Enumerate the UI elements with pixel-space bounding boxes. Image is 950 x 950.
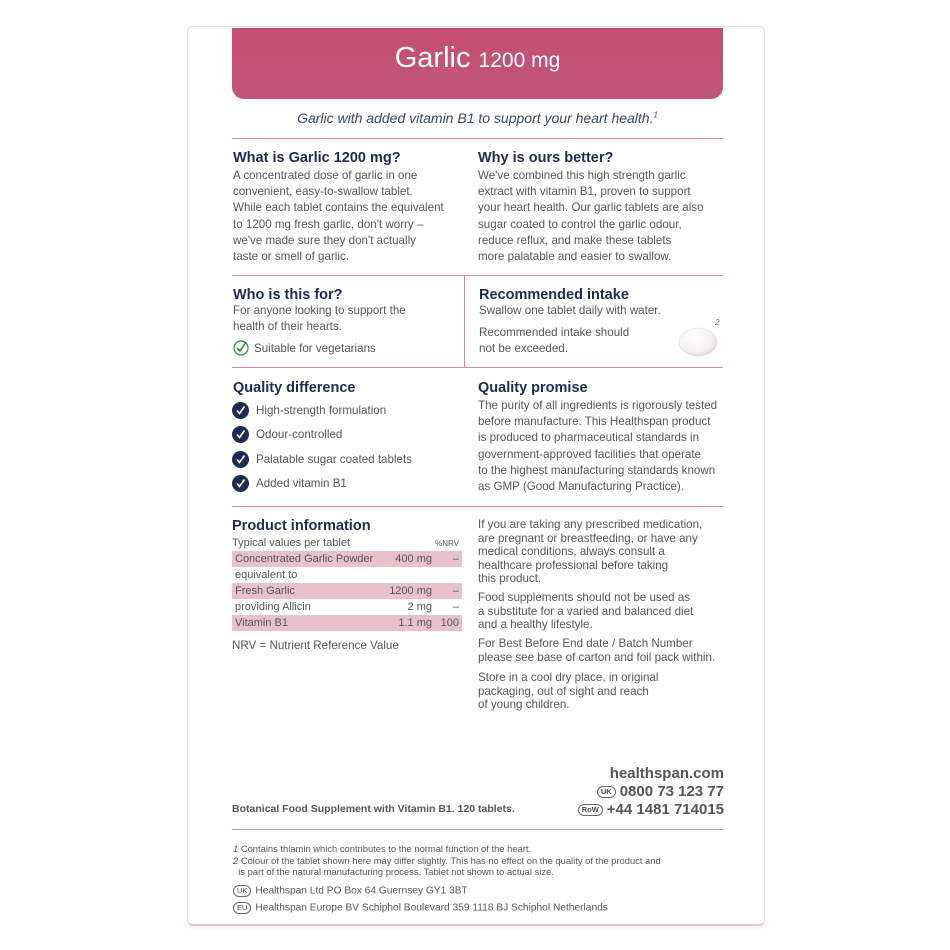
table-row: providing Allicin 2 mg – xyxy=(235,601,459,613)
what-is-heading: What is Garlic 1200 mg? xyxy=(233,150,401,166)
what-is-text: A concentrated dose of garlic in one convenient, easy-to-swallow tablet. While each tablet contains the equivalent to 1200 mg fresh garlic, don't worry – we've made sure they don't actually taste or smell of garlic. xyxy=(233,169,444,264)
intake-instruction: Swallow one tablet daily with water. xyxy=(479,304,661,317)
table-row: equivalent to xyxy=(235,569,298,581)
product-dose: 1200 mg xyxy=(478,49,561,72)
quality-item: Palatable sugar coated tablets xyxy=(232,450,412,468)
divider xyxy=(232,829,723,830)
check-icon xyxy=(232,426,249,443)
tagline: Garlic with added vitamin B1 to support your heart health.$^1$ xyxy=(297,110,658,126)
divider xyxy=(232,138,723,139)
who-for-heading: Who is this for? xyxy=(233,287,343,303)
footnote-1: 1 Contains thiamin which contributes to the normal function of the heart. xyxy=(233,843,532,854)
product-info-heading: Product information xyxy=(232,518,371,534)
nutrition-table xyxy=(232,551,462,631)
divider xyxy=(232,506,723,507)
address-uk: UK Healthspan Ltd PO Box 64 Guernsey GY1 3BT xyxy=(233,885,468,897)
divider xyxy=(232,275,723,276)
product-title: Garlic xyxy=(394,42,471,74)
quality-promise-heading: Quality promise xyxy=(478,380,588,396)
check-circle-icon xyxy=(233,340,249,356)
title-banner xyxy=(232,28,723,99)
check-icon xyxy=(232,402,249,419)
nrv-note: NRV = Nutrient Reference Value xyxy=(232,639,399,652)
quality-difference-heading: Quality difference xyxy=(233,380,356,396)
advice-supplements: Food supplements should not be used as a substitute for a varied and balanced diet and a healthy lifestyle. xyxy=(478,591,694,632)
table-row: Fresh Garlic 1200 mg – xyxy=(232,583,462,599)
intake-heading: Recommended intake xyxy=(479,287,629,303)
intake-warning: Recommended intake should not be exceeded. xyxy=(479,326,630,356)
divider-vertical xyxy=(464,275,465,367)
row-phone[interactable]: RoW +44 1481 714015 xyxy=(578,801,724,818)
tablet-footnote-mark: 2 xyxy=(715,318,720,327)
footnote-2: 2 Colour of the tablet shown here may differ slightly. This has no effect on the quality of the product and is part of the natural manufacturing process. Tablet not shown to actual size. xyxy=(233,855,661,877)
divider xyxy=(232,367,723,368)
website-link[interactable]: healthspan.com xyxy=(609,765,724,782)
product-summary: Botanical Food Supplement with Vitamin B1. 120 tablets. xyxy=(232,803,515,815)
why-better-heading: Why is ours better? xyxy=(478,150,614,166)
quality-item: High-strength formulation xyxy=(232,401,386,419)
quality-item: Added vitamin B1 xyxy=(232,474,347,492)
advice-medication: If you are taking any prescribed medication, are pregnant or breastfeeding, or have any medical conditions, always consult a healthcare professional before taking this product. xyxy=(478,518,703,586)
check-icon xyxy=(232,475,249,492)
check-icon xyxy=(232,451,249,468)
table-header: Typical values per tablet %NRV xyxy=(232,537,459,549)
address-eu: EU Healthspan Europe BV Schiphol Boulevard 359 1118 BJ Schiphol Netherlands xyxy=(233,902,608,914)
quality-promise-text: The purity of all ingredients is rigorously tested before manufacture. This Healthspan product is produced to pharmaceutical standards in government-approved facilities that operate to the highest manufacturing standards known as GMP (Good Manufacturing Practice). xyxy=(478,399,718,494)
vegetarian-badge: Suitable for vegetarians xyxy=(233,340,376,356)
quality-item: Odour-controlled xyxy=(232,425,342,443)
table-row: Concentrated Garlic Powder 400 mg – xyxy=(232,551,462,567)
table-row: Vitamin B1 1.1 mg 100 xyxy=(232,615,462,631)
advice-storage: Store in a cool dry place, in original packaging, out of sight and reach of young children. xyxy=(478,671,659,712)
advice-best-before: For Best Before End date / Batch Number please see base of carton and foil pack within. xyxy=(478,637,716,664)
uk-phone[interactable]: UK 0800 73 123 77 xyxy=(597,783,724,800)
who-for-text: For anyone looking to support the health of their hearts. xyxy=(233,304,406,334)
why-better-text: We've combined this high strength garlic extract with vitamin B1, proven to support your heart health. Our garlic tablets are also sugar coated to control the garlic odour, reduce reflux, and make these tablets more palatable and easier to swallow. xyxy=(478,169,704,264)
